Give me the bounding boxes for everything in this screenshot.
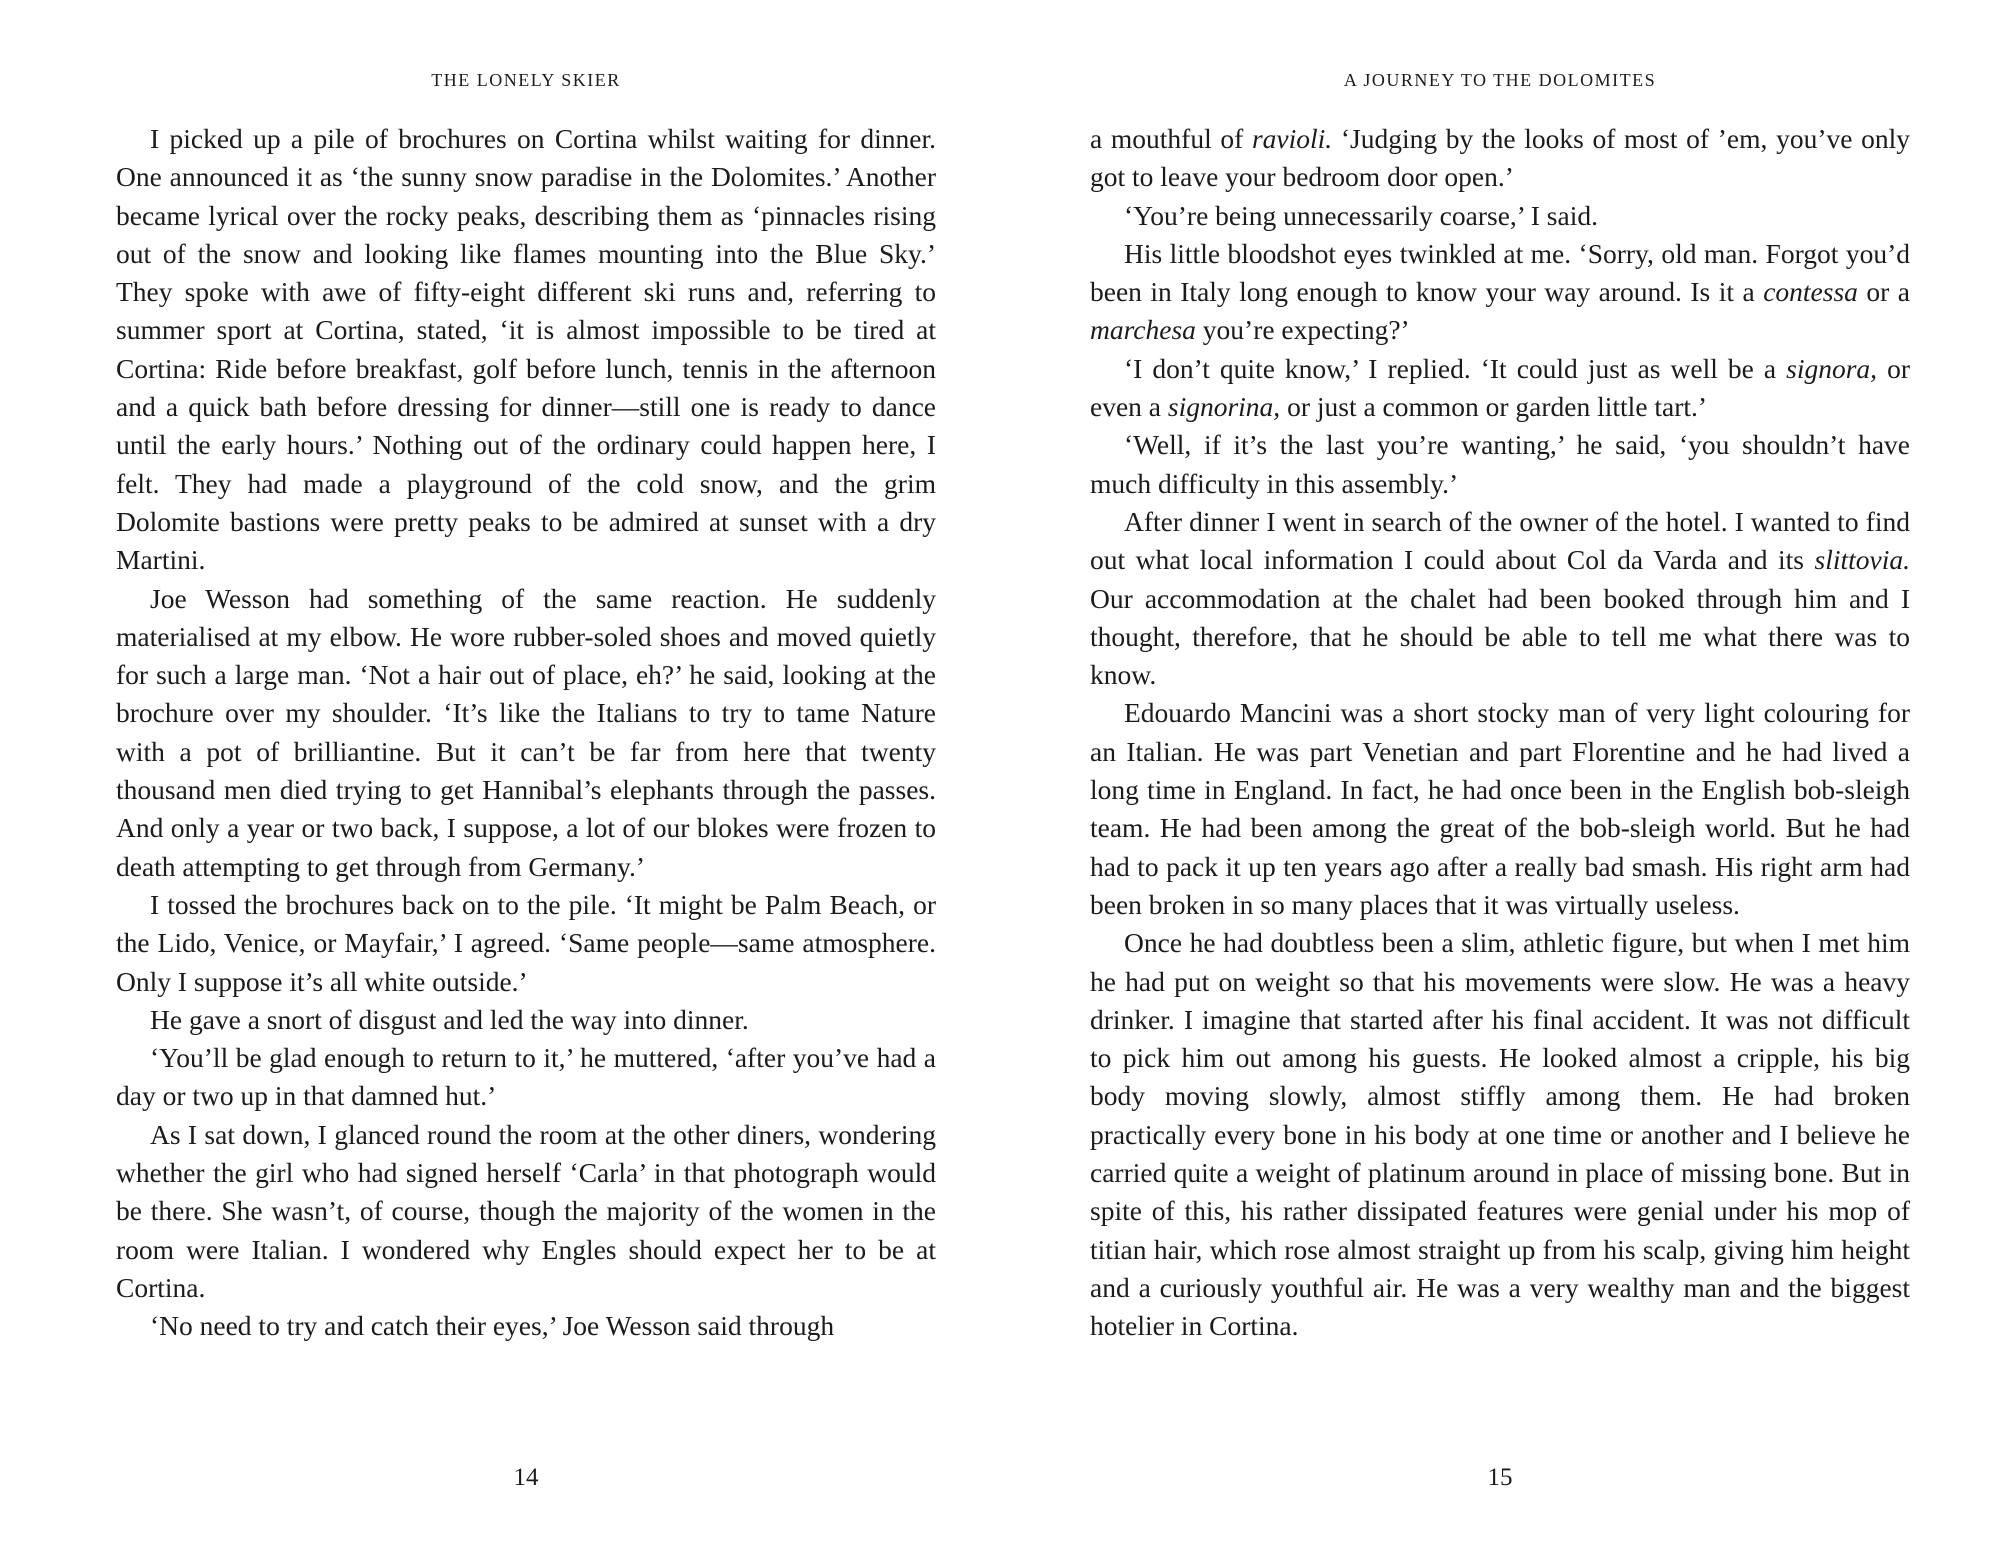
left-page (116, 0, 936, 1550)
paragraph: ‘Well, if it’s the last you’re wanting,’ he said, ‘you shouldn’t have much difficulty in this assembly.’ (1090, 429, 1910, 499)
paragraph: Edouardo Mancini was a short stocky man of very light colouring for an Italian. He was part Venetian and part Florentine and he had lived a long time in England. In fact, he had once been in the English bob-sleigh team. He had been among the great of the bob-sleigh world. But he had had to pack it up ten years ago after a really bad smash. His right arm had been broken in so many places that it was virtually useless. (1090, 697, 1910, 920)
running-head-right: A JOURNEY TO THE DOLOMITES (1343, 70, 1657, 90)
paragraph: Joe Wesson had something of the same reaction. He suddenly materialised at my elbow. He wore rubber-soled shoes and moved quietly for such a large man. ‘Not a hair out of place, eh?’ he said, looking at the brochure over my shoulder. ‘It’s like the Italians to try to tame Nature with a pot of brilliantine. But it can’t be far from here that twenty thousand men died trying to get Hannibal’s elephants through the passes. And only a year or two back, I suppose, a lot of our blokes were frozen to death attempting to get through from Germany.’ (116, 582, 936, 882)
running-head-left: THE LONELY SKIER (431, 70, 621, 90)
paragraph: He gave a snort of disgust and led the way into dinner. (150, 1003, 749, 1035)
page-number-right: 15 (1487, 1464, 1513, 1491)
right-page-body (1090, 120, 1910, 1346)
paragraph: a mouthful of ravioli. ‘Judging by the looks of most of ’em, you’ve only got to leave your bedroom door open.’ (1090, 123, 1910, 193)
paragraph: I tossed the brochures back on to the pile. ‘It might be Palm Beach, or the Lido, Venice, or Mayfair,’ I agreed. ‘Same people—same atmosphere. Only I suppose it’s all white outside.’ (116, 888, 936, 997)
paragraph: After dinner I went in search of the owner of the hotel. I wanted to find out what local information I could about Col da Varda and its slittovia. Our accommodation at the chalet had been booked through him and I thought, therefore, that he should be able to tell me what there was to know. (1090, 505, 1910, 691)
paragraph: Once he had doubtless been a slim, athletic figure, but when I met him he had put on weight so that his movements were slow. He was a heavy drinker. I imagine that started after his final accident. It was not difficult to pick him out among his guests. He looked almost a cripple, his big body moving slowly, almost stiffly among them. He had broken practically every bone in his body at one time or another and I believe he carried quite a weight of platinum around in place of missing bone. But in spite of this, his rather dissipated features were genial under his mop of titian hair, which rose almost straight up from his scalp, giving him height and a curiously youthful air. He was a very wealthy man and the biggest hotelier in Cortina. (1090, 927, 1910, 1342)
paragraph: His little bloodshot eyes twinkled at me. ‘Sorry, old man. Forgot you’d been in Italy long enough to know your way around. Is it a contessa or a marchesa you’re expecting?’ (1090, 237, 1910, 346)
page-number-left: 14 (513, 1464, 539, 1491)
paragraph: ‘No need to try and catch their eyes,’ Joe Wesson said through (150, 1310, 835, 1342)
right-page (1090, 0, 1910, 1550)
left-page-body (116, 120, 936, 1346)
paragraph: As I sat down, I glanced round the room at the other diners, wondering whether the girl who had signed herself ‘Carla’ in that photograph would be there. She wasn’t, of course, though the majority of the women in the room were Italian. I wondered why Engles should expect her to be at Cortina. (116, 1118, 936, 1303)
paragraph: ‘You’ll be glad enough to return to it,’ he muttered, ‘after you’ve had a day or two up in that damned hut.’ (116, 1042, 936, 1112)
paragraph: ‘You’re being unnecessarily coarse,’ I said. (1124, 199, 1598, 231)
paragraph: ‘I don’t quite know,’ I replied. ‘It could just as well be a signora, or even a signorina, or just a common or garden little tart.’ (1090, 352, 1910, 423)
paragraph: I picked up a pile of brochures on Cortina whilst waiting for dinner. One announced it as ‘the sunny snow paradise in the Dolomites.’ Another became lyrical over the rocky peaks, describing them as ‘pinnacles rising out of the snow and looking like flames mounting into the Blue Sky.’ They spoke with awe of fifty-eight different ski runs and, referring to summer sport at Cortina, stated, ‘it is almost impossible to be tired at Cortina: Ride before breakfast, golf before lunch, tennis in the afternoon and a quick bath before dressing for dinner—still one is ready to dance until the early hours.’ Nothing out of the ordinary could happen here, I felt. They had made a playground of the cold snow, and the grim Dolomite bastions were pretty peaks to be admired at sunset with a dry Martini. (116, 123, 936, 576)
